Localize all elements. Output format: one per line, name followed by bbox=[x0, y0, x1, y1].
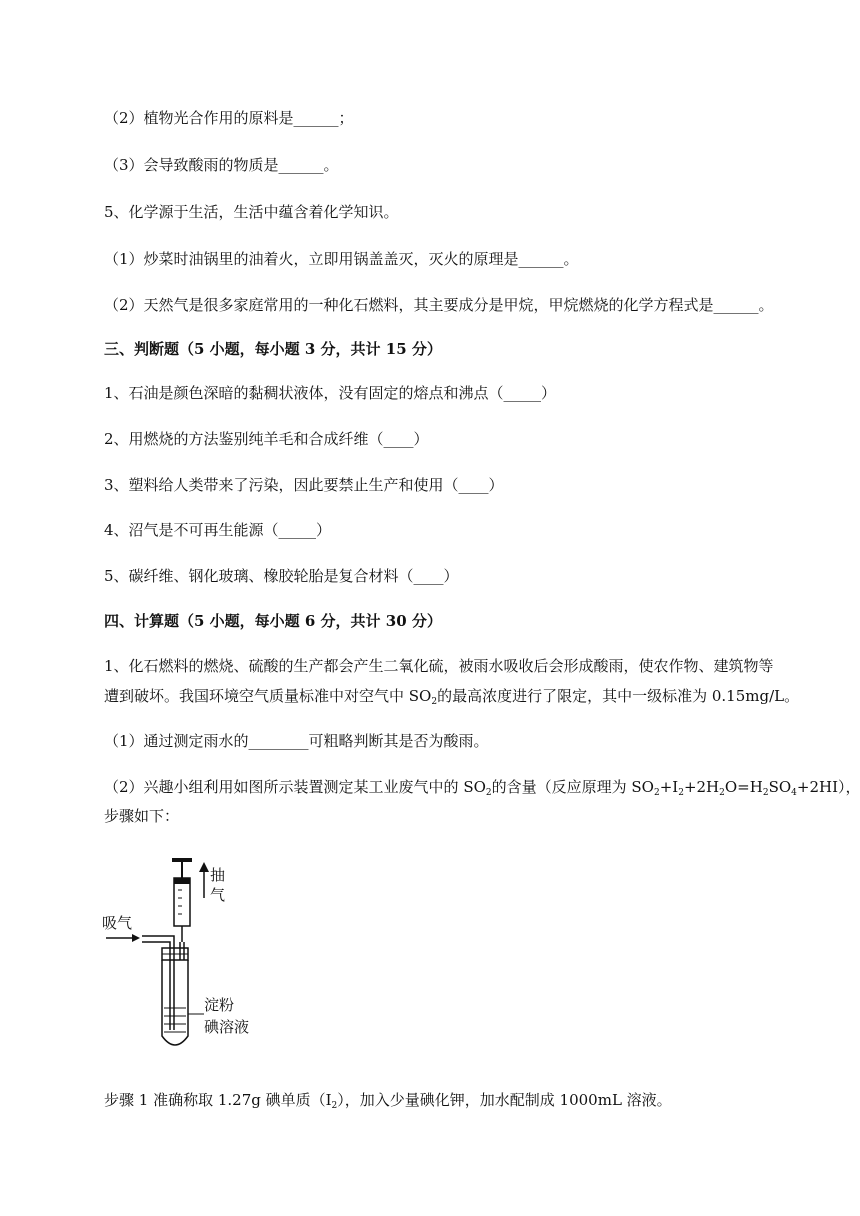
calc-text: 1、化石燃料的燃烧、硫酸的生产都会产生二氧化硫，被雨水吸收后会形成酸雨，使农作物、建筑物等 bbox=[104, 657, 774, 675]
liquid-label-2: 碘溶液 bbox=[204, 1018, 250, 1036]
judge-item: 3、塑料给人类带来了污染，因此要禁止生产和使用（____） bbox=[104, 476, 504, 494]
inhale-label: 吸气 bbox=[102, 914, 133, 932]
judge-item: 5、碳纤维、钢化玻璃、橡胶轮胎是复合材料（____） bbox=[104, 567, 459, 585]
question-line: （1）炒菜时油锅里的油着火，立即用锅盖盖灭，灭火的原理是______。 bbox=[104, 250, 579, 268]
question-line: （2）植物光合作用的原料是______； bbox=[104, 109, 354, 127]
calc-text: （2）兴趣小组利用如图所示装置测定某工业废气中的 $SO_2$的含量（反应原理为 $SO_2+I_2+2H_2O=H_2SO_4+2HI$）， bbox=[104, 778, 860, 798]
apparatus-figure bbox=[100, 850, 270, 1060]
calc-text: （1）通过测定雨水的________可粗略判断其是否为酸雨。 bbox=[104, 732, 489, 750]
judge-item: 2、用燃烧的方法鉴别纯羊毛和合成纤维（____） bbox=[104, 430, 429, 448]
pump-label-2: 气 bbox=[210, 886, 226, 904]
question-line: （3）会导致酸雨的物质是______。 bbox=[104, 156, 339, 174]
question-line: 5、化学源于生活，生活中蕴含着化学知识。 bbox=[104, 203, 399, 221]
calc-text: 步骤如下： bbox=[104, 807, 180, 825]
question-line: （2）天然气是很多家庭常用的一种化石燃料，其主要成分是甲烷，甲烷燃烧的化学方程式是______。 bbox=[104, 296, 774, 314]
step-text: 步骤 1 准确称取 1.27g 碘单质$(I_2)$，加入少量碘化钾，加水配制成 1000mL 溶液。 bbox=[104, 1091, 672, 1111]
liquid-label: 淀粉 bbox=[204, 996, 235, 1014]
judge-item: 4、沼气是不可再生能源（_____） bbox=[104, 521, 332, 539]
apparatus-diagram bbox=[100, 850, 270, 1060]
section-heading: 四、计算题（5 小题，每小题 6 分，共计 30 分） bbox=[104, 612, 442, 630]
calc-text: 遭到破坏。我国环境空气质量标准中对空气中 $SO_2$的最高浓度进行了限定，其中一级标准为 0.15mg/L。 bbox=[104, 687, 800, 707]
judge-item: 1、石油是颜色深暗的黏稠状液体，没有固定的熔点和沸点（_____） bbox=[104, 384, 557, 402]
section-heading: 三、判断题（5 小题，每小题 3 分，共计 15 分） bbox=[104, 340, 442, 358]
pump-label: 抽 bbox=[210, 866, 226, 884]
